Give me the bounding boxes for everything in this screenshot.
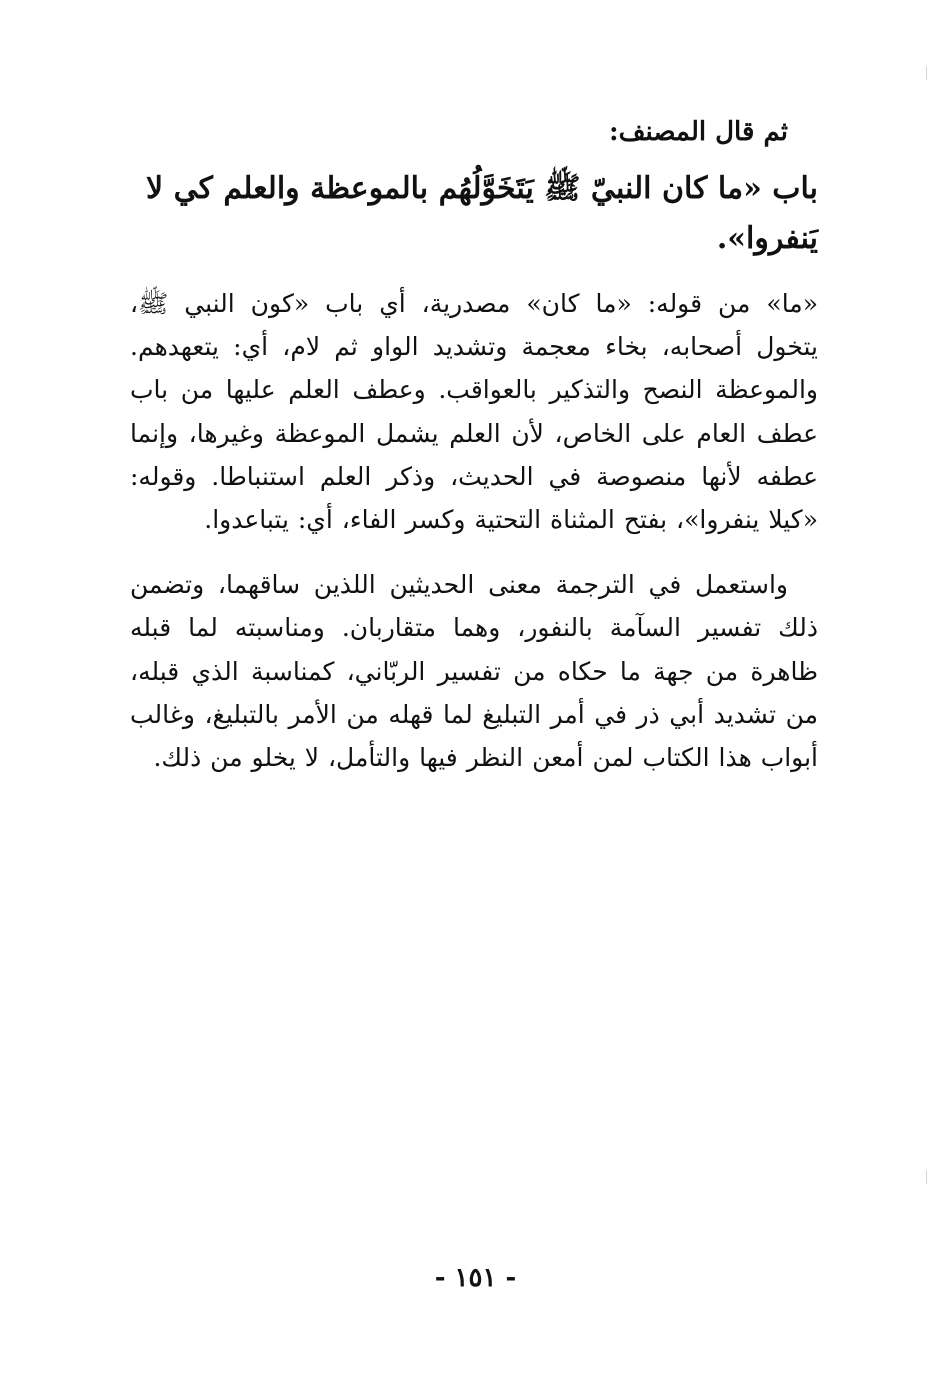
margin-mark [926, 1170, 927, 1184]
margin-mark [926, 66, 927, 80]
page-text-block [130, 112, 818, 779]
commentary-paragraph: «ما» من قوله: «ما كان» مصدرية، أي باب «كون النبي ﷺ، يتخول أصحابه، بخاء معجمة وتشديد الواو ثم لام، أي: يتعهدهم. والموعظة النصح والتذكير بالعواقب. وعطف العلم عليها من باب عطف العام على الخاص، لأن العلم يشمل الموعظة وغيرها، وإنما عطفه لأنها منصوصة في الحديث، وذكر العلم استنباطا. وقوله: «كيلا ينفروا»، بفتح المثناة التحتية وكسر الفاء، أي: يتباعدوا. [130, 289, 818, 535]
chapter-heading: باب «ما كان النبيّ ﷺ يَتَخَوَّلُهُم بالموعظة والعلم كي لا يَنفروا». [146, 171, 818, 256]
commentary-paragraph: واستعمل في الترجمة معنى الحديثين اللذين ساقهما، وتضمن ذلك تفسير السآمة بالنفور، وهما متقاربان. ومناسبته لما قبله ظاهرة من جهة ما حكاه من تفسير الربّاني، كمناسبة الذي قبله، من تشديد أبي ذر في أمر التبليغ لما قهله من الأمر بالتبليغ، وغالب أبواب هذا الكتاب لمن أمعن النظر فيها والتأمل، لا يخلو من ذلك. [130, 570, 818, 773]
intro-line: ثم قال المصنف: [609, 117, 788, 147]
page-number: - ١٥١ - [434, 1263, 517, 1293]
